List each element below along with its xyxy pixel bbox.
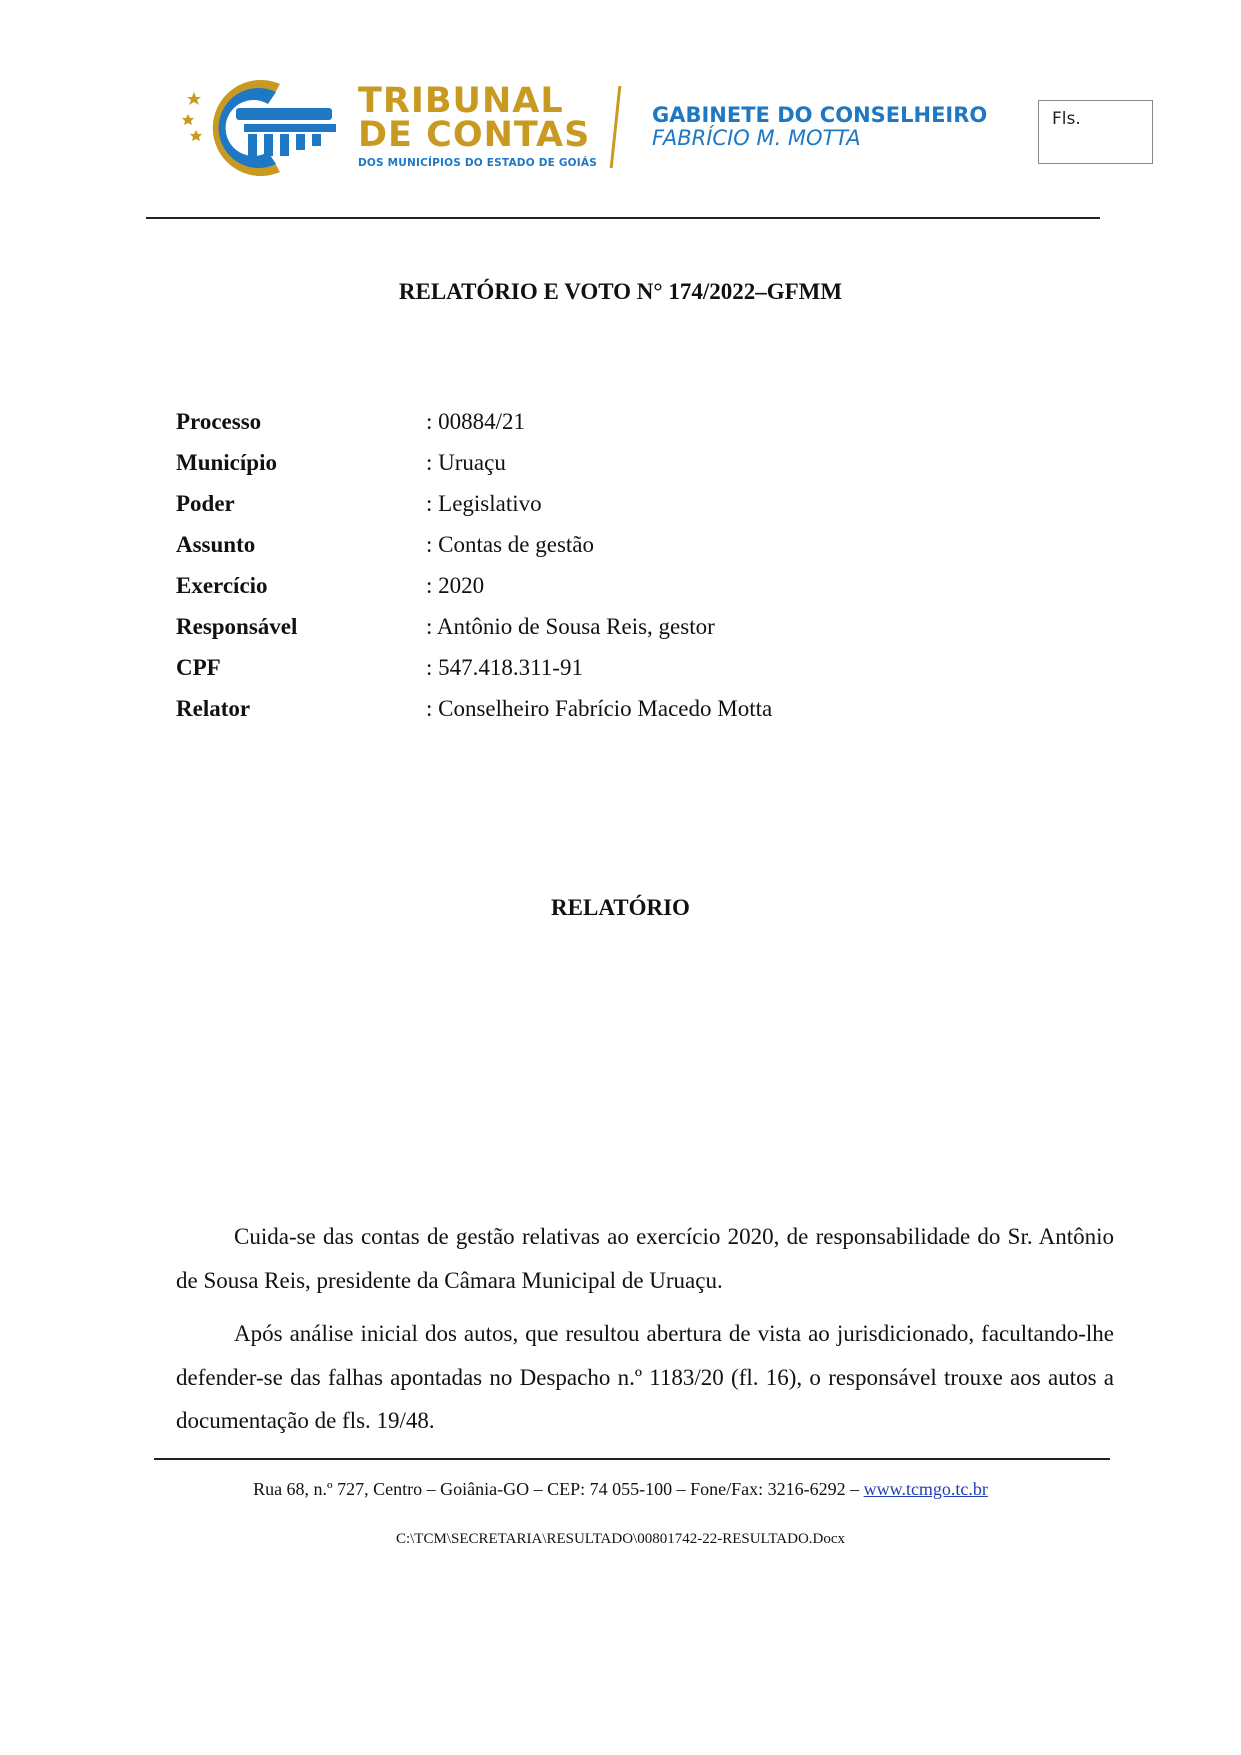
field-label: Poder: [176, 490, 235, 516]
field-row-poder: [176, 483, 1076, 524]
field-row-relator: [176, 688, 1076, 729]
field-value: : Legislativo: [426, 490, 542, 516]
gabinete-name: FABRÍCIO M. MOTTA: [652, 126, 861, 150]
field-value: : Contas de gestão: [426, 531, 594, 557]
footer-rule: [154, 1458, 1110, 1460]
field-row-processo: [176, 401, 1076, 442]
footer-address-text: Rua 68, n.º 727, Centro – Goiânia-GO – CEP: 74 055-100 – Fone/Fax: 3216-6292 –: [253, 1479, 864, 1499]
field-value: : 547.418.311-91: [426, 654, 583, 680]
field-row-exercicio: [176, 565, 1076, 606]
logo-title-line1: TRIBUNAL: [358, 81, 564, 121]
gabinete-title: GABINETE DO CONSELHEIRO: [652, 103, 988, 127]
field-value: : Uruaçu: [426, 449, 506, 475]
field-row-municipio: [176, 442, 1076, 483]
logo-title: [358, 81, 591, 155]
field-label: Relator: [176, 695, 251, 721]
paragraph: Cuida-se das contas de gestão relativas ao exercício 2020, de responsabilidade do Sr. Antônio de Sousa Reis, presidente da Câmara Municipal de Uruaçu.: [176, 1224, 1114, 1293]
logo-subtitle: DOS MUNICÍPIOS DO ESTADO DE GOIÁS: [358, 157, 597, 169]
website-link[interactable]: www.tcmgo.tc.br: [863, 1479, 988, 1499]
footer-address: [0, 1479, 1241, 1500]
field-value: : Conselheiro Fabrício Macedo Motta: [426, 695, 773, 721]
field-row-cpf: [176, 647, 1076, 688]
field-label: Município: [176, 449, 277, 475]
field-value: : 2020: [426, 572, 485, 598]
paragraph: Após análise inicial dos autos, que resultou abertura de vista ao jurisdicionado, facultando-lhe defender-se das falhas apontadas no Despacho n.º 1183/20 (fl. 16), o responsável trouxe aos autos a documentação de fls. 19/48.: [176, 1321, 1114, 1433]
document-title: RELATÓRIO E VOTO N° 174/2022–GFMM: [398, 279, 843, 304]
field-row-assunto: [176, 524, 1076, 565]
field-label: Responsável: [176, 613, 298, 639]
field-label: Exercício: [176, 572, 268, 598]
field-label: Assunto: [176, 531, 256, 557]
section-title: RELATÓRIO: [551, 895, 690, 920]
field-value: : 00884/21: [426, 408, 526, 434]
file-path: C:\TCM\SECRETARIA\RESULTADO\00801742-22-RESULTADO.Docx: [395, 1531, 846, 1547]
field-label: Processo: [176, 408, 262, 434]
header-divider: [610, 86, 622, 168]
tribunal-logo-icon: [180, 78, 350, 178]
field-row-responsavel: [176, 606, 1076, 647]
fls-label: Fls.: [1052, 109, 1081, 129]
logo-title-line2: DE CONTAS: [358, 115, 591, 155]
header-rule: [146, 217, 1100, 219]
report-body: [176, 1215, 1114, 1453]
process-fields: [176, 401, 1076, 729]
field-value: : Antônio de Sousa Reis, gestor: [426, 613, 715, 639]
field-label: CPF: [176, 654, 221, 680]
